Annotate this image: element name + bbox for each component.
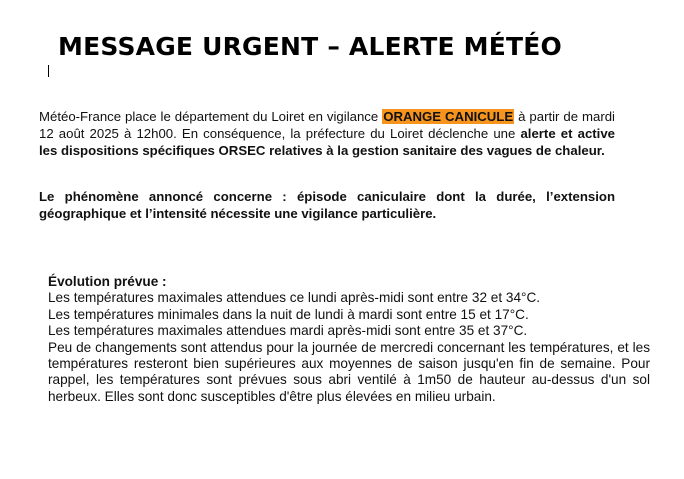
text-cursor	[48, 65, 49, 77]
evolution-line-3: Les températures maximales attendues mardi après-midi sont entre 35 et 37°C.	[48, 323, 528, 339]
intro-paragraph	[39, 108, 615, 159]
intro-text-middle: à partir de mardi 12 août 2025 à 12h00. En conséquence, la préfecture du Loiret déclenche une	[39, 109, 615, 141]
phenomenon-paragraph: Le phénomène annoncé concerne : épisode caniculaire dont la durée, l’extension géographique et l’intensité nécessite une vigilance particulière.	[39, 189, 615, 221]
evolution-line-2: Les températures minimales dans la nuit de lundi à mardi sont entre 15 et 17°C.	[48, 306, 529, 322]
intro-text-start: Météo-France place le département du Loiret en vigilance	[39, 109, 383, 124]
page-title: MESSAGE URGENT – ALERTE MÉTÉO	[58, 32, 562, 61]
intro-bold-text: alerte et active les dispositions spécifiques ORSEC relatives à la gestion sanitaire des vagues de chaleur.	[39, 126, 615, 158]
evolution-heading: Évolution prévue :	[48, 274, 167, 289]
evolution-section	[48, 274, 650, 405]
evolution-line-1: Les températures maximales attendues ce lundi après-midi sont entre 32 et 34°C.	[48, 290, 541, 306]
evolution-paragraph: Peu de changements sont attendus pour la journée de mercredi concernant les températures, et les températures resteront bien supérieures aux moyennes de saison jusqu'en fin de semaine. Pour rappel, les températures sont prévues sous abri ventilé à 1m50 de hauteur au-dessus d'un sol herbeux. Elles sont donc susceptibles d'être plus élevées en milieu urbain.	[48, 339, 650, 404]
vigilance-highlight: ORANGE CANICULE	[383, 109, 514, 124]
